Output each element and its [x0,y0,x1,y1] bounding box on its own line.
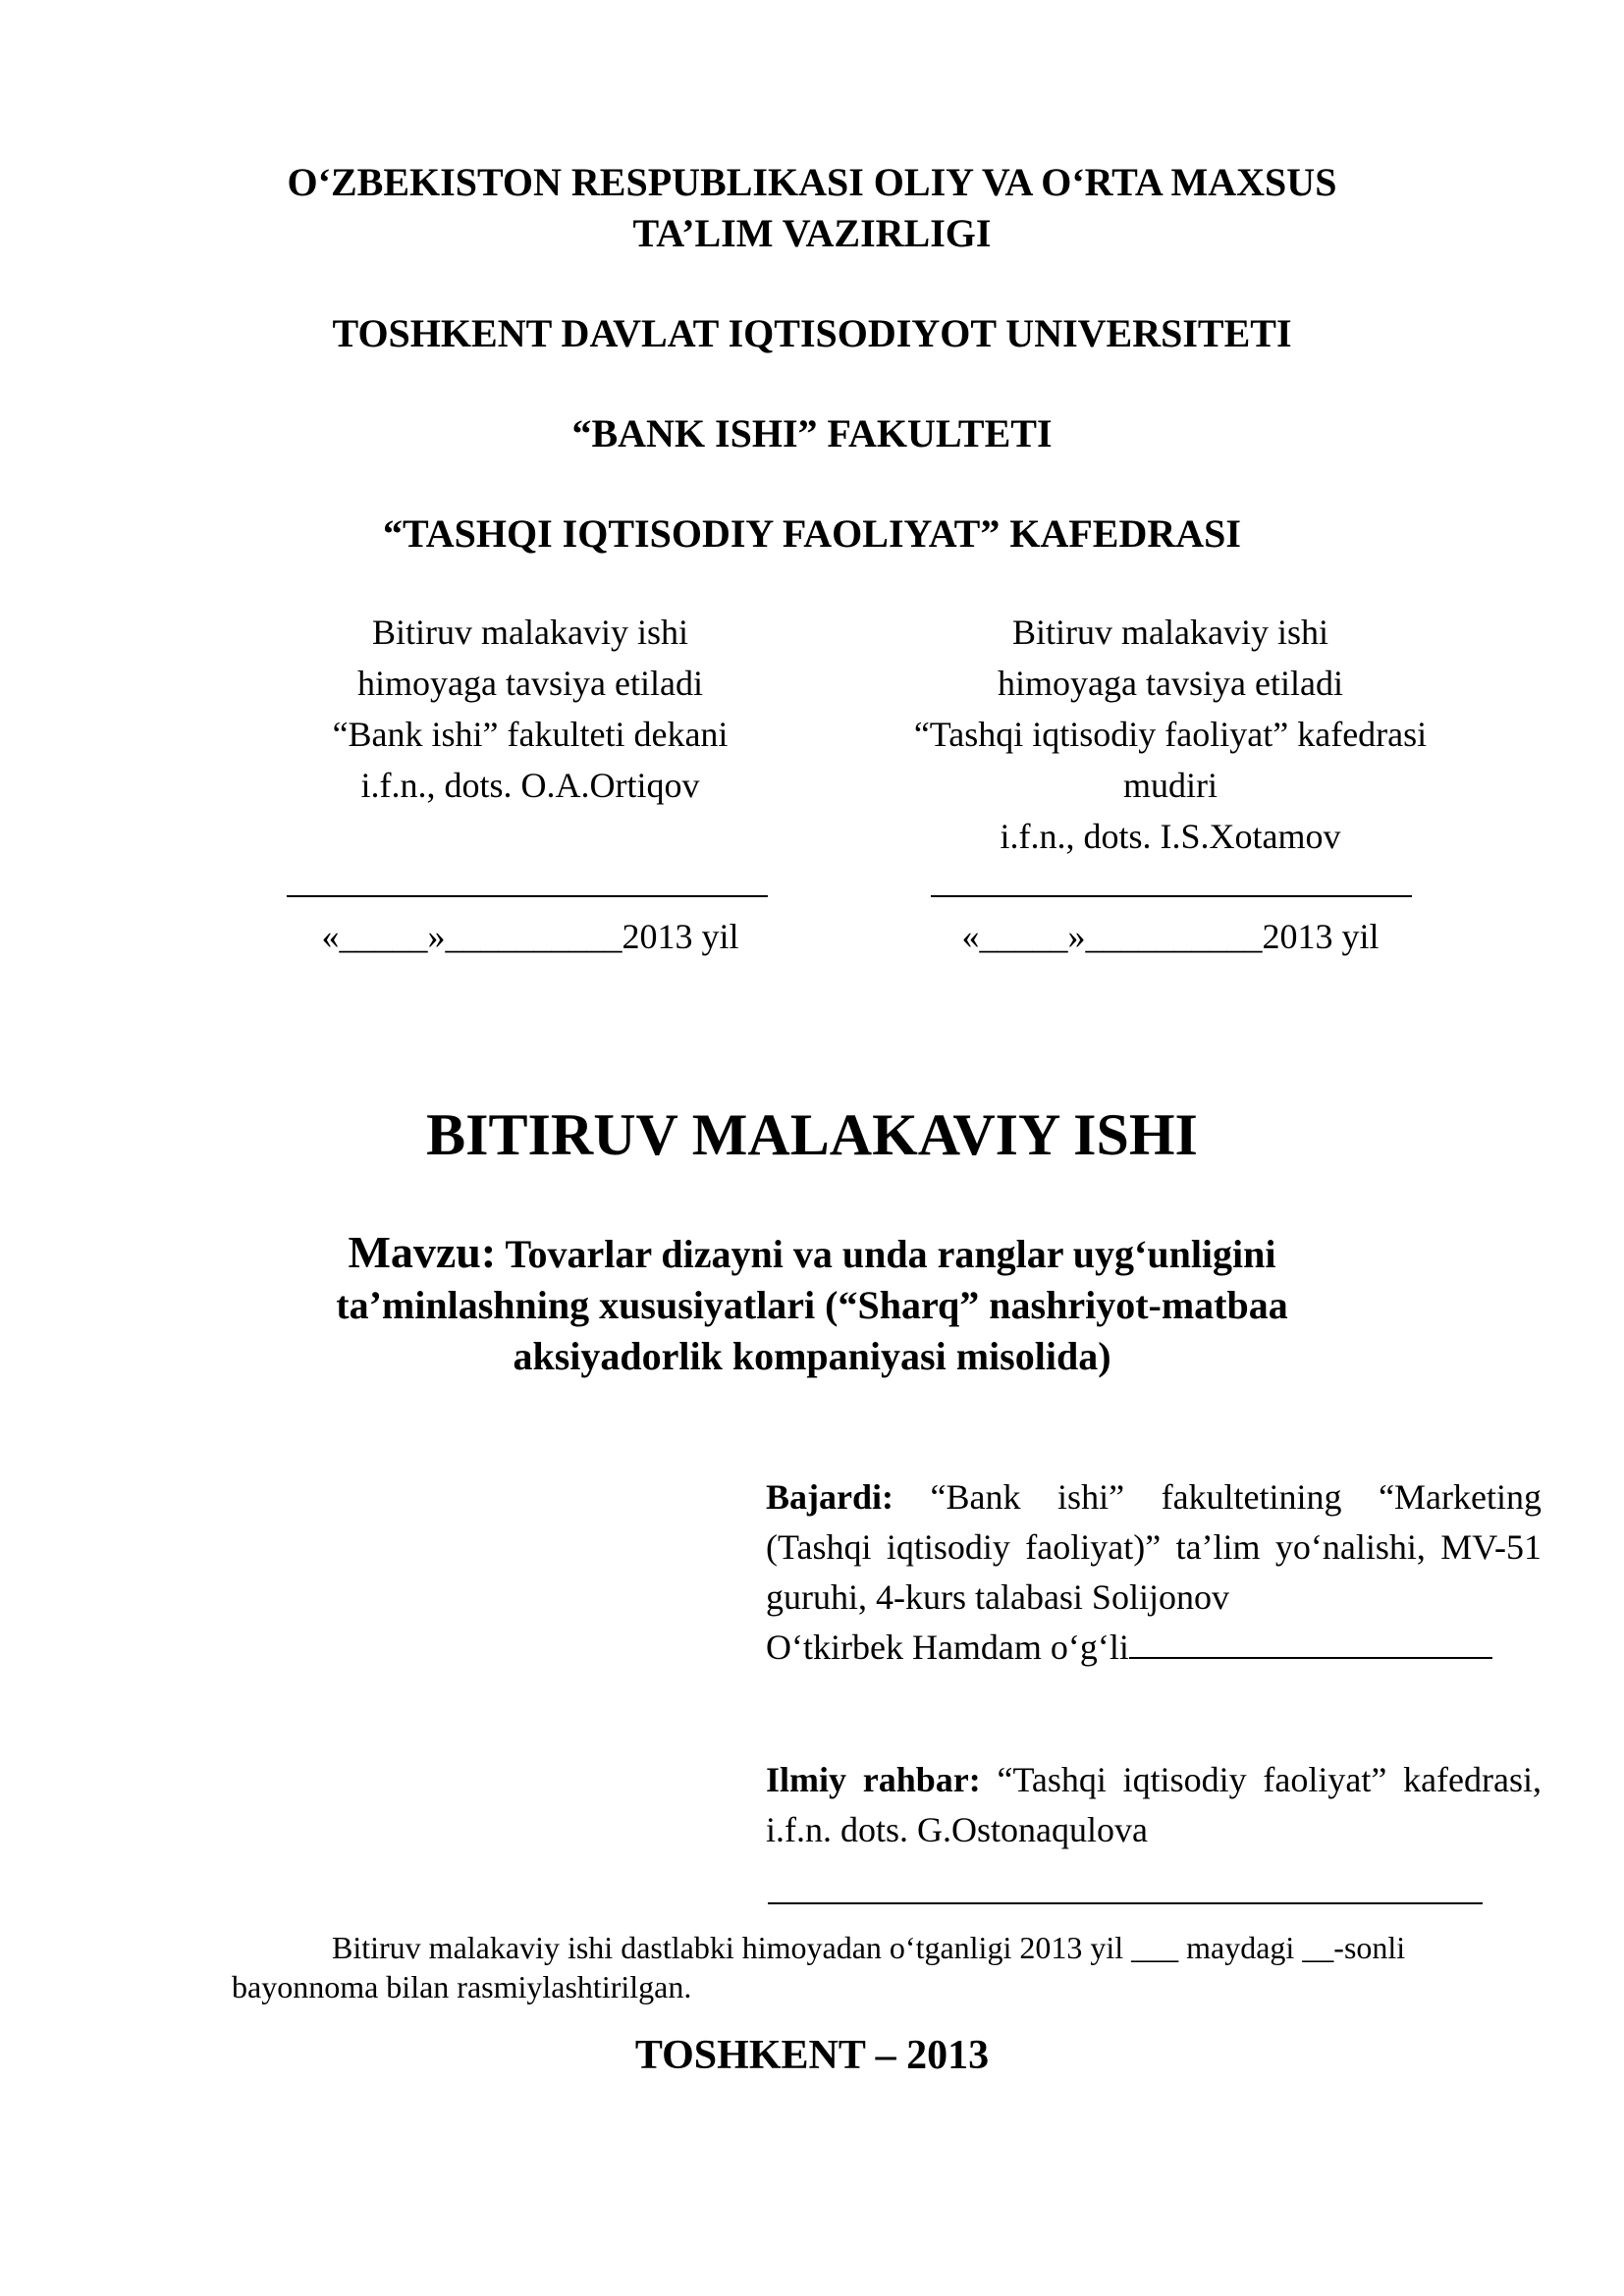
performer-label: Bajardi: [766,1477,893,1517]
approval-right-date: «_____»__________2013 yil [961,917,1380,956]
approval-left-line-3: “Bank ishi” fakulteti dekani [332,715,729,754]
supervisor-paragraph [766,1755,1542,1855]
approval-left-date: «_____»__________2013 yil [321,917,739,956]
approval-left-line-1: Bitiruv malakaviy ishi [372,613,688,652]
note-line-1: Bitiruv malakaviy ishi dastlabki himoyadan o‘tganligi 2013 yil ___ maydagi __-sonli [332,1930,1406,1965]
performer-text: “Bank ishi” fakultetining “Marketing (Tashqi iqtisodiy faoliyat)” ta’lim yo‘nalishi, MV-51 guruhi, 4-kurs talabasi Solijonov [766,1477,1543,1617]
topic-label: Mavzu: [348,1227,497,1277]
performer-paragraph [766,1472,1542,1623]
topic-text-1: Tovarlar dizayni va unda ranglar uyg‘unligini [505,1232,1276,1276]
approval-right-signature-line [931,895,1412,897]
faculty-name: “BANK ISHI” FAKULTETI [571,411,1053,455]
topic-line-1 [0,1227,1624,1280]
approval-left-line-4: i.f.n., dots. O.A.Ortiqov [360,766,700,805]
approval-right-line-4: mudiri [1123,766,1218,805]
note-line-2: bayonnoma bilan rasmiylashtirilgan. [232,1969,692,2004]
ministry-heading [0,157,1624,259]
performer-last-line [766,1623,1542,1673]
approval-left-signature-line [287,895,768,897]
supervisor-text: “Tashqi iqtisodiy faoliyat” kafedrasi, i.f.n. dots. G.Ostonaqulova [766,1760,1542,1849]
topic-line-3: aksiyadorlik kompaniyasi misolida) [513,1334,1111,1378]
approval-left-line-2: himoyaga tavsiya etiladi [357,664,703,703]
topic-block [0,1227,1624,1382]
university-name: TOSHKENT DAVLAT IQTISODIYOT UNIVERSITETI [332,311,1292,355]
approval-right-line-1: Bitiruv malakaviy ishi [1012,613,1328,652]
supervisor-label: Ilmiy rahbar: [766,1760,981,1799]
approval-right [895,607,1445,862]
document-title: BITIRUV MALAKAVIY ISHI [426,1102,1198,1167]
ministry-line-2: TA’LIM VAZIRLIGI [632,211,992,255]
approval-right-line-5: i.f.n., dots. I.S.Xotamov [1000,817,1341,856]
performer-block [766,1472,1542,1673]
supervisor-signature-line [768,1902,1483,1904]
topic-line-2: ta’minlashning xususiyatlari (“Sharq” nashriyot-matbaa [336,1283,1288,1327]
performer-name: O‘tkirbek Hamdam o‘g‘li [766,1628,1129,1667]
ministry-line-1: O‘ZBEKISTON RESPUBLIKASI OLIY VA O‘RTA MAXSUS [287,160,1337,204]
approval-left [255,607,805,811]
approval-right-line-3: “Tashqi iqtisodiy faoliyat” kafedrasi [913,715,1428,754]
approval-right-line-2: himoyaga tavsiya etiladi [998,664,1343,703]
performer-signature-line [1129,1628,1492,1659]
department-name: “TASHQI IQTISODIY FAOLIYAT” KAFEDRASI [383,511,1241,556]
supervisor-block [766,1755,1542,1855]
city-year: TOSHKENT – 2013 [634,2033,990,2078]
